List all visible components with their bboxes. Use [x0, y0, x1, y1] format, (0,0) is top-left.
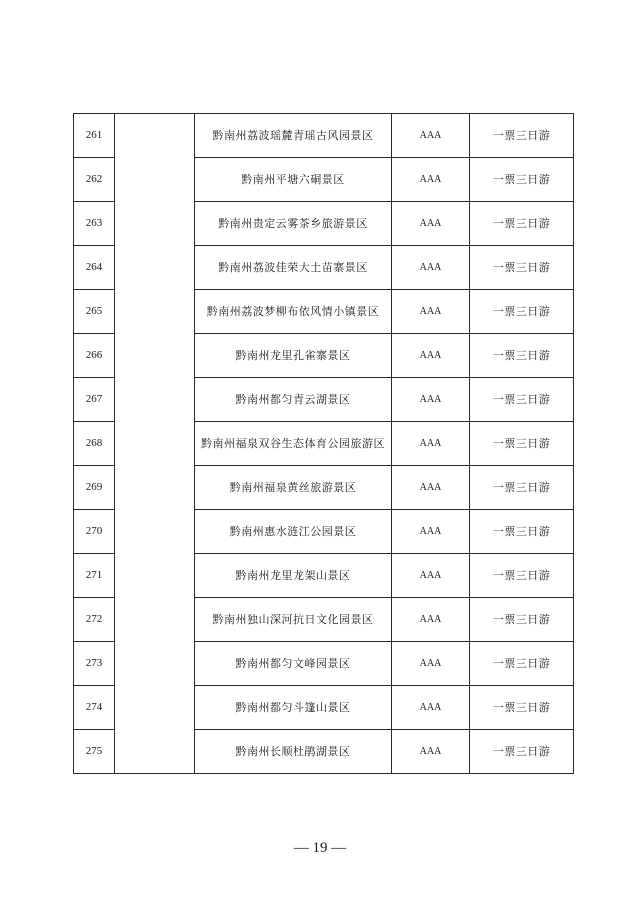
table-body — [74, 114, 574, 774]
row-number-cell: 273 — [74, 642, 115, 686]
level-cell: AAA — [392, 290, 470, 334]
scenic-name-cell: 黔南州荔波佳荣大土苗寨景区 — [195, 246, 392, 290]
row-number-cell: 272 — [74, 598, 115, 642]
scenic-name-cell: 黔南州平塘六硐景区 — [195, 158, 392, 202]
scenic-name-cell: 黔南州都匀文峰园景区 — [195, 642, 392, 686]
page-number: — 19 — — [293, 840, 347, 856]
level-cell: AAA — [392, 202, 470, 246]
scenic-name-cell: 黔南州都匀青云湖景区 — [195, 378, 392, 422]
level-cell: AAA — [392, 246, 470, 290]
ticket-type-cell: 一票三日游 — [470, 466, 574, 510]
ticket-type-cell: 一票三日游 — [470, 202, 574, 246]
scenic-name-cell: 黔南州龙里孔雀寨景区 — [195, 334, 392, 378]
scenic-name-cell: 黔南州长顺杜鹃湖景区 — [195, 730, 392, 774]
row-number-cell: 263 — [74, 202, 115, 246]
ticket-type-cell: 一票三日游 — [470, 730, 574, 774]
row-number-cell: 274 — [74, 686, 115, 730]
level-cell: AAA — [392, 378, 470, 422]
row-number-cell: 275 — [74, 730, 115, 774]
row-number-cell: 266 — [74, 334, 115, 378]
scenic-name-cell: 黔南州福泉双谷生态体育公园旅游区 — [195, 422, 392, 466]
ticket-type-cell: 一票三日游 — [470, 510, 574, 554]
table-row — [74, 114, 574, 158]
level-cell: AAA — [392, 598, 470, 642]
ticket-type-cell: 一票三日游 — [470, 686, 574, 730]
scenic-name-cell: 黔南州福泉黄丝旅游景区 — [195, 466, 392, 510]
ticket-type-cell: 一票三日游 — [470, 642, 574, 686]
level-cell: AAA — [392, 554, 470, 598]
scenic-spot-table — [73, 113, 574, 774]
ticket-type-cell: 一票三日游 — [470, 158, 574, 202]
row-number-cell: 270 — [74, 510, 115, 554]
scenic-name-cell: 黔南州独山深河抗日文化园景区 — [195, 598, 392, 642]
ticket-type-cell: 一票三日游 — [470, 246, 574, 290]
row-number-cell: 262 — [74, 158, 115, 202]
scenic-name-cell: 黔南州龙里龙架山景区 — [195, 554, 392, 598]
level-cell: AAA — [392, 466, 470, 510]
level-cell: AAA — [392, 686, 470, 730]
level-cell: AAA — [392, 642, 470, 686]
scenic-name-cell: 黔南州惠水涟江公园景区 — [195, 510, 392, 554]
scenic-name-cell: 黔南州都匀斗篷山景区 — [195, 686, 392, 730]
scenic-name-cell: 黔南州贵定云雾茶乡旅游景区 — [195, 202, 392, 246]
row-number-cell: 265 — [74, 290, 115, 334]
ticket-type-cell: 一票三日游 — [470, 378, 574, 422]
level-cell: AAA — [392, 422, 470, 466]
level-cell: AAA — [392, 730, 470, 774]
row-number-cell: 267 — [74, 378, 115, 422]
level-cell: AAA — [392, 510, 470, 554]
row-number-cell: 271 — [74, 554, 115, 598]
row-number-cell: 268 — [74, 422, 115, 466]
ticket-type-cell: 一票三日游 — [470, 598, 574, 642]
row-number-cell: 264 — [74, 246, 115, 290]
level-cell: AAA — [392, 158, 470, 202]
row-number-cell: 261 — [74, 114, 115, 158]
ticket-type-cell: 一票三日游 — [470, 422, 574, 466]
scenic-name-cell: 黔南州荔波瑶麓青瑶古风园景区 — [195, 114, 392, 158]
ticket-type-cell: 一票三日游 — [470, 290, 574, 334]
region-cell — [115, 114, 195, 774]
row-number-cell: 269 — [74, 466, 115, 510]
ticket-type-cell: 一票三日游 — [470, 114, 574, 158]
ticket-type-cell: 一票三日游 — [470, 554, 574, 598]
scenic-name-cell: 黔南州荔波梦柳布依风情小镇景区 — [195, 290, 392, 334]
level-cell: AAA — [392, 114, 470, 158]
ticket-type-cell: 一票三日游 — [470, 334, 574, 378]
level-cell: AAA — [392, 334, 470, 378]
